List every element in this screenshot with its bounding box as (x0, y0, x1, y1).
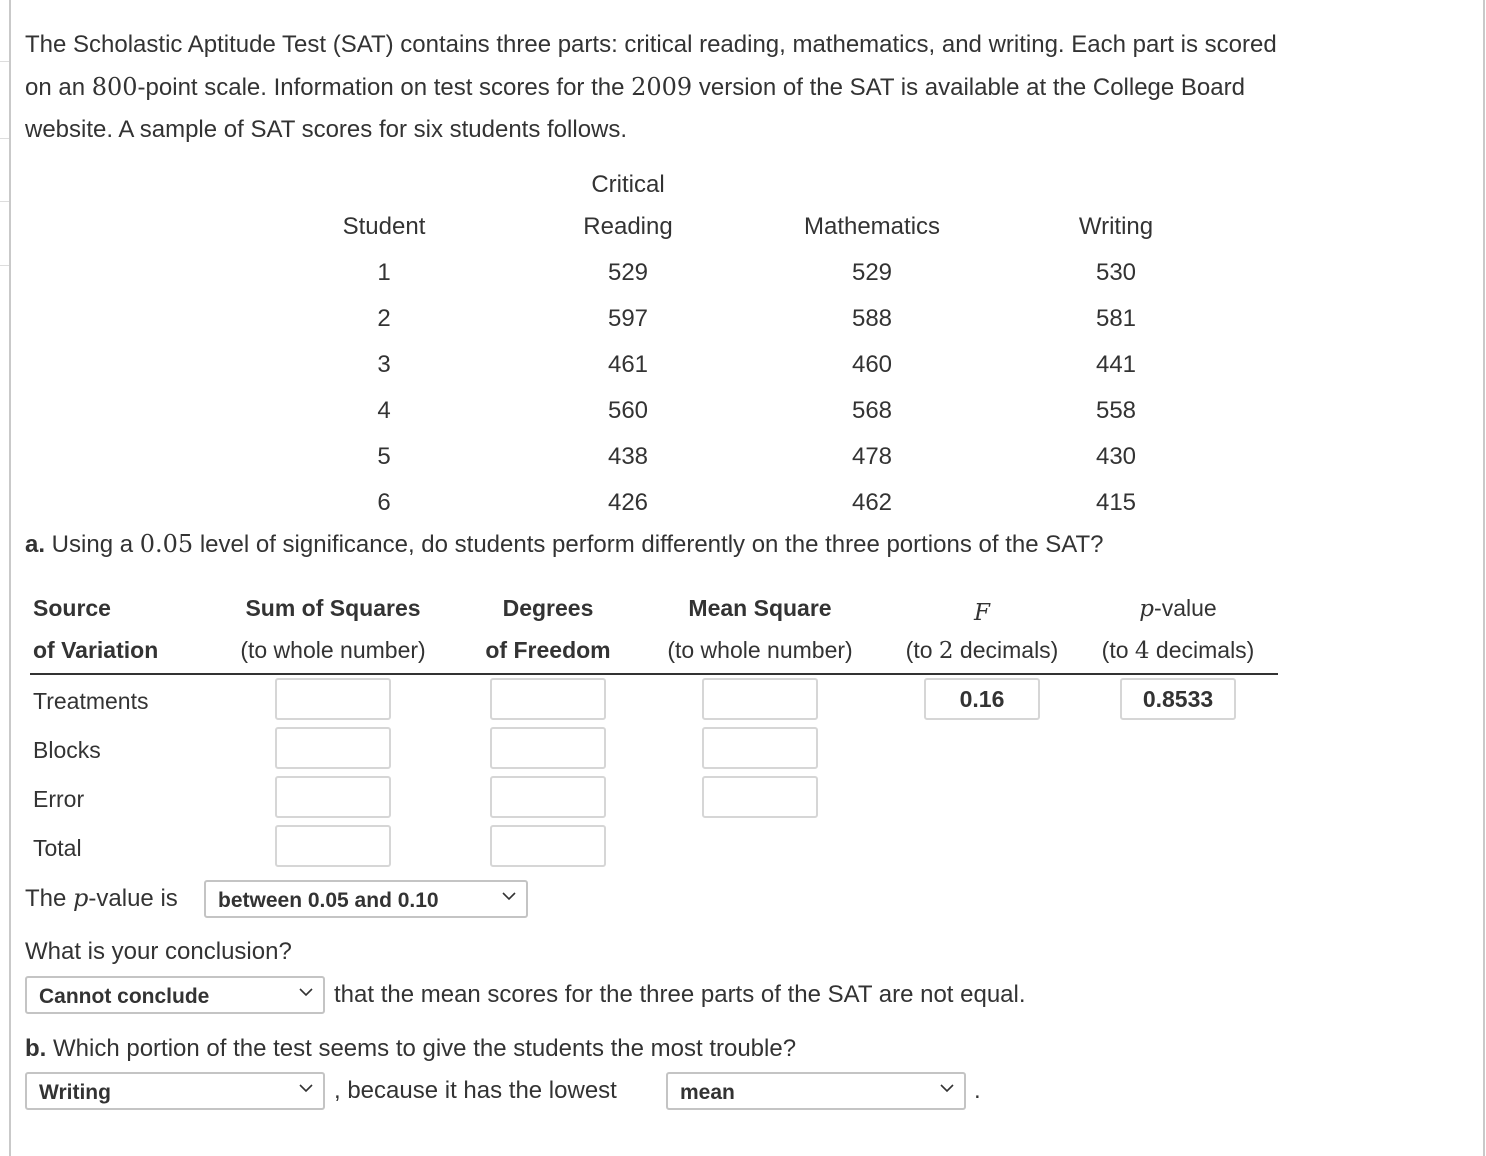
table-cell: 529 (851, 259, 893, 286)
chevron-down-icon (500, 887, 518, 905)
error-ss-input[interactable] (275, 776, 391, 818)
table-cell: 438 (607, 443, 649, 470)
header-f: F (974, 600, 990, 626)
table-cell: 6 (377, 489, 391, 516)
question-a-label: a. (25, 531, 46, 558)
left-frame-border (9, 0, 11, 1156)
header-mean-square: Mean Square (688, 595, 832, 621)
intro-text: on an (25, 74, 92, 101)
blocks-ss-input[interactable] (275, 727, 391, 769)
header-text: (to (905, 637, 939, 663)
intro-text: version of the SAT is available at the College Board (692, 74, 1245, 101)
select-value: between 0.05 and 0.10 (218, 889, 439, 912)
row-label-blocks: Blocks (33, 737, 101, 763)
chevron-down-icon (297, 983, 315, 1001)
p-value-prompt (25, 884, 178, 913)
question-a-text: Using a (45, 531, 140, 558)
header-writing: Writing (1078, 213, 1154, 240)
table-cell: 1 (377, 259, 391, 286)
error-df-input[interactable] (490, 776, 606, 818)
margin-tick (0, 61, 9, 62)
margin-tick (0, 201, 9, 202)
table-cell: 4 (377, 397, 391, 424)
margin-tick (0, 265, 9, 266)
scale-number: 800 (91, 73, 138, 101)
portion-select[interactable] (25, 1072, 325, 1110)
question-b-text: Which portion of the test seems to give the students the most trouble? (46, 1035, 797, 1062)
table-cell: 426 (607, 489, 649, 516)
header-critical: Critical (591, 171, 665, 198)
table-cell: 5 (377, 443, 391, 470)
intro-text: -point scale. Information on test scores for the (137, 74, 632, 101)
prompt-text: The (25, 885, 74, 912)
margin-tick (0, 138, 9, 139)
table-cell: 581 (1095, 305, 1137, 332)
table-cell: 430 (1095, 443, 1137, 470)
p-value-range-select[interactable] (204, 880, 528, 918)
reason-text: , because it has the lowest (334, 1077, 617, 1104)
table-cell: 558 (1095, 397, 1137, 424)
total-df-input[interactable] (490, 825, 606, 867)
year-number: 2009 (631, 73, 693, 101)
treatments-f-input[interactable] (924, 678, 1040, 720)
header-ss-precision: (to whole number) (240, 637, 426, 663)
statistic-select[interactable] (666, 1072, 966, 1110)
header-text: decimals) (953, 637, 1059, 663)
header-p-precision (1102, 637, 1255, 664)
header-text: decimals) (1149, 637, 1255, 663)
header-student: Student (342, 213, 426, 240)
row-label-total: Total (33, 835, 82, 861)
question-b-label: b. (25, 1035, 47, 1062)
blocks-df-input[interactable] (490, 727, 606, 769)
table-cell: 462 (851, 489, 893, 516)
chevron-down-icon (297, 1079, 315, 1097)
table-cell: 3 (377, 351, 391, 378)
header-source: Source (33, 595, 111, 621)
p-symbol: p (1139, 596, 1155, 622)
header-reading: Reading (583, 213, 673, 240)
treatments-df-input[interactable] (490, 678, 606, 720)
problem-intro (25, 24, 1475, 151)
error-ms-input[interactable] (702, 776, 818, 818)
table-cell: 530 (1095, 259, 1137, 286)
conclusion-select[interactable] (25, 976, 325, 1014)
conclusion-text: that the mean scores for the three parts of the SAT are not equal. (334, 981, 1026, 1008)
select-value: Writing (39, 1081, 111, 1104)
p-symbol: p (73, 884, 89, 912)
treatments-ss-input[interactable] (275, 678, 391, 720)
header-p-value (1139, 595, 1216, 622)
row-label-treatments: Treatments (33, 688, 149, 714)
header-mathematics: Mathematics (803, 213, 941, 240)
table-cell: 529 (607, 259, 649, 286)
question-a (25, 530, 1103, 559)
intro-line-3: website. A sample of SAT scores for six students follows. (25, 116, 628, 143)
table-cell: 461 (607, 351, 649, 378)
intro-line-2 (25, 66, 1475, 109)
header-f-precision (906, 637, 1059, 664)
table-cell: 560 (607, 397, 649, 424)
header-text: (to (1101, 637, 1135, 663)
table-cell: 441 (1095, 351, 1137, 378)
header-degrees: Degrees (502, 595, 594, 621)
header-number: 2 (938, 638, 954, 664)
header-of-freedom: of Freedom (485, 637, 611, 663)
blocks-ms-input[interactable] (702, 727, 818, 769)
header-sum-of-squares: Sum of Squares (245, 595, 421, 621)
prompt-text: -value is (88, 885, 178, 912)
select-value: Cannot conclude (39, 985, 210, 1008)
question-b (25, 1035, 796, 1063)
treatments-p-value-input[interactable] (1120, 678, 1236, 720)
significance-level: 0.05 (139, 530, 194, 558)
treatments-ms-input[interactable] (702, 678, 818, 720)
header-ms-precision: (to whole number) (667, 637, 853, 663)
table-cell: 478 (851, 443, 893, 470)
total-ss-input[interactable] (275, 825, 391, 867)
table-cell: 415 (1095, 489, 1137, 516)
table-cell: 2 (377, 305, 391, 332)
header-of-variation: of Variation (33, 637, 159, 663)
header-rule (30, 673, 1278, 675)
header-number: 4 (1134, 638, 1150, 664)
chevron-down-icon (938, 1079, 956, 1097)
intro-line-1: The Scholastic Aptitude Test (SAT) contains three parts: critical reading, mathematics, and writing. Each part is scored (25, 31, 1277, 58)
header-text: -value (1154, 595, 1217, 621)
table-cell: 568 (851, 397, 893, 424)
conclusion-question: What is your conclusion? (25, 938, 292, 965)
question-a-text: level of significance, do students perform differently on the three portions of the SAT? (193, 531, 1104, 558)
select-value: mean (680, 1081, 735, 1104)
row-label-error: Error (33, 786, 85, 812)
sentence-end: . (974, 1077, 981, 1104)
table-cell: 460 (851, 351, 893, 378)
right-frame-border (1483, 0, 1485, 1156)
table-cell: 588 (851, 305, 893, 332)
table-cell: 597 (607, 305, 649, 332)
